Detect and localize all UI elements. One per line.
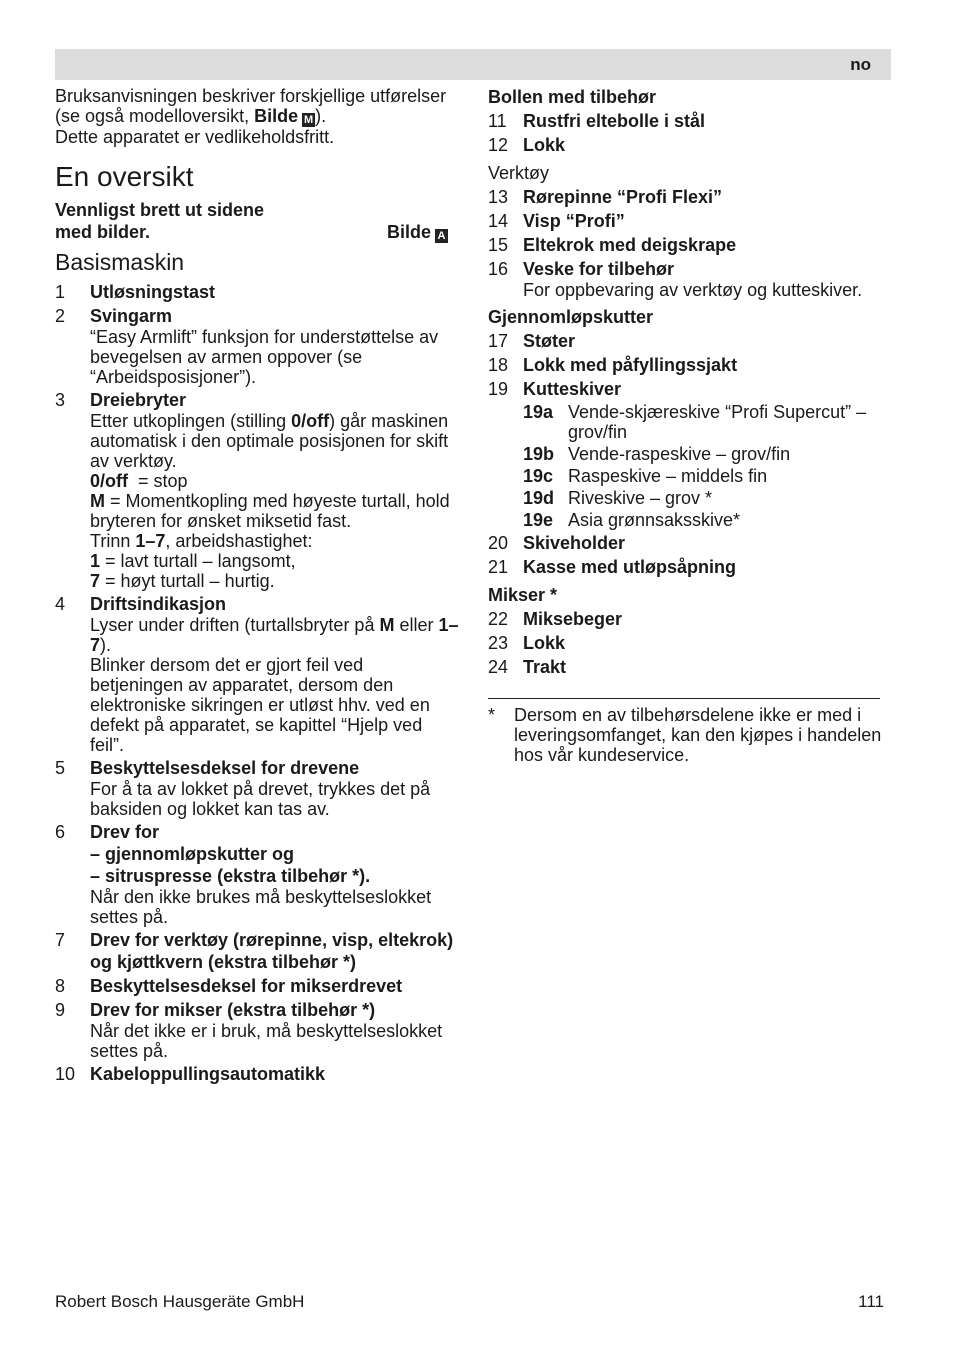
item-number: 19 xyxy=(488,379,509,399)
section-title-basismaskin: Basismaskin xyxy=(55,249,185,275)
list-item xyxy=(55,975,460,997)
item-label: Beskyttelsesdeksel for mikserdrevet xyxy=(90,976,403,996)
item-label: Lokk med påfyllingssjakt xyxy=(523,355,738,375)
right-column xyxy=(488,86,888,765)
intro-line: Bruksanvisningen beskriver forskjellige utførelser (se også modelloversikt, xyxy=(55,86,447,126)
list-item xyxy=(488,656,888,678)
sub-item-number: 19b xyxy=(523,444,555,464)
text: Etter utkoplingen (stilling xyxy=(90,411,292,431)
item-number: 7 xyxy=(55,930,66,950)
fold-bilde: Bilde xyxy=(386,222,431,242)
item-number: 2 xyxy=(55,306,66,326)
sub-list-item xyxy=(523,488,888,508)
page-number: 111 xyxy=(858,1292,884,1311)
item-description: Når den ikke brukes må beskyttelseslokket settes på. xyxy=(90,887,432,927)
sub-item-number: 19c xyxy=(523,466,554,486)
item-label: Rørepinne “Profi Flexi” xyxy=(523,187,723,207)
item-number: 10 xyxy=(55,1064,76,1084)
item-label: Kasse med utløpsåpning xyxy=(523,557,737,577)
text: Drev for xyxy=(90,822,160,842)
text: eller xyxy=(394,615,439,635)
fold-instruction xyxy=(55,199,460,243)
list-item xyxy=(55,389,460,411)
list-item xyxy=(488,110,888,132)
item-label xyxy=(90,821,370,887)
item-description: For oppbevaring av verktøy og kutteskiver. xyxy=(523,280,863,300)
sub-item-number: 19a xyxy=(523,402,554,422)
intro-text xyxy=(55,86,460,147)
list-item xyxy=(488,134,888,156)
item-label: Visp “Profi” xyxy=(523,211,625,231)
item-label: Rustfri eltebolle i stål xyxy=(523,111,706,131)
list-item xyxy=(488,186,888,208)
list-item xyxy=(488,632,888,654)
item-label: Lokk xyxy=(523,135,566,155)
list-item xyxy=(55,757,460,779)
item-label: Drev for verktøy (rørepinne, visp, eltekrok) og kjøttkvern (ekstra tilbehør *) xyxy=(90,930,454,972)
list-item xyxy=(488,532,888,554)
item-number: 4 xyxy=(55,594,66,614)
item-label: Utløsningstast xyxy=(90,282,216,302)
item-number: 6 xyxy=(55,822,66,842)
section-bowl: Bollen med tilbehør xyxy=(488,87,657,107)
item-label: Eltekrok med deigskrape xyxy=(523,235,737,255)
footnote-divider xyxy=(488,698,880,699)
list-item xyxy=(55,593,460,615)
text: ) går maskinen automatisk i den optimale posisjonen for skift av verktøy. xyxy=(90,411,449,471)
language-code: no xyxy=(850,55,871,74)
fold-figure-ref xyxy=(387,221,448,243)
list-item xyxy=(488,258,888,280)
text: = høyt turtall – hurtig. xyxy=(100,571,275,591)
header-bar xyxy=(55,49,891,80)
figure-m-icon: M xyxy=(304,114,314,126)
sub-item-number: 19d xyxy=(523,488,555,508)
footnote xyxy=(488,705,888,765)
page-title: En oversikt xyxy=(55,161,194,192)
item-number: 1 xyxy=(55,282,66,302)
figure-a-icon: A xyxy=(435,229,448,243)
text-bold: M xyxy=(379,615,395,635)
list-item xyxy=(488,556,888,578)
text: = stop xyxy=(128,471,188,491)
item-label: Miksebeger xyxy=(523,609,623,629)
list-item xyxy=(488,210,888,232)
list-item xyxy=(488,234,888,256)
text-bold: 0/off xyxy=(291,411,330,431)
list-item xyxy=(488,608,888,630)
item-label: Kabeloppullingsautomatikk xyxy=(90,1064,326,1084)
item-label: Trakt xyxy=(523,657,567,677)
item-number: 21 xyxy=(488,557,509,577)
section-tools: Verktøy xyxy=(488,163,550,183)
text-bold: 1–7 xyxy=(90,615,459,655)
item-label: Beskyttelsesdeksel for drevene xyxy=(90,758,360,778)
list-item xyxy=(488,354,888,376)
fold-line2: med bilder. xyxy=(55,222,151,242)
list-item xyxy=(55,1063,460,1085)
item-number: 22 xyxy=(488,609,509,629)
intro-end: ). xyxy=(315,106,327,126)
text: Lyser under driften (turtallsbryter på xyxy=(90,615,380,635)
text-bold: M xyxy=(90,491,105,511)
item-label: Kutteskiver xyxy=(523,379,622,399)
section-slicer: Gjennomløpskutter xyxy=(488,307,654,327)
list-item xyxy=(55,821,460,887)
item-description xyxy=(90,615,460,755)
sub-item-text: Raspeskive – middels fin xyxy=(568,466,768,486)
item-description xyxy=(90,411,460,591)
text: ). xyxy=(100,635,112,655)
left-column xyxy=(55,86,460,1085)
item-number: 16 xyxy=(488,259,509,279)
item-number: 8 xyxy=(55,976,66,996)
footnote-text: Dersom en av tilbehørsdelene ikke er med i leveringsomfanget, kan den kjøpes i handelen hos vår kundeservice. xyxy=(514,705,882,765)
item-number: 5 xyxy=(55,758,66,778)
text: – gjennomløpskutter og xyxy=(90,844,295,864)
item-label: Støter xyxy=(523,331,576,351)
text: = lavt turtall – langsomt, xyxy=(100,551,296,571)
item-number: 24 xyxy=(488,657,509,677)
list-item xyxy=(55,281,460,303)
item-description: “Easy Armlift” funksjon for understøttelse av bevegelsen av armen oppover (se “Arbeidsposisjoner”). xyxy=(90,327,439,387)
text: Blinker dersom det er gjort feil ved betjeningen av apparatet, dersom den elektroniske sikringen er utløst hhv. ved en defekt på apparatet, se kapittel “Hjelp ved feil”. xyxy=(90,655,430,755)
list-item xyxy=(488,330,888,352)
maintenance-note: Dette apparatet er vedlikeholdsfritt. xyxy=(55,127,335,147)
sub-item-number: 19e xyxy=(523,510,554,530)
text: – sitruspresse (ekstra tilbehør *). xyxy=(90,866,371,886)
item-number: 23 xyxy=(488,633,509,653)
item-label: Veske for tilbehør xyxy=(523,259,675,279)
item-label: Skiveholder xyxy=(523,533,626,553)
item-number: 13 xyxy=(488,187,509,207)
fold-line1: Vennligst brett ut sidene xyxy=(55,200,265,220)
sub-item-text: Riveskive – grov * xyxy=(568,488,713,508)
section-mixer: Mikser * xyxy=(488,585,558,605)
item-label: Dreiebryter xyxy=(90,390,187,410)
text-bold: 7 xyxy=(90,571,101,591)
sub-list-item xyxy=(523,444,888,464)
text: = Momentkopling med høyeste turtall, hold bryteren for ønsket miksetid fast. xyxy=(90,491,450,531)
text-bold: 0/off xyxy=(90,471,128,491)
item-number: 12 xyxy=(488,135,509,155)
item-label: Lokk xyxy=(523,633,566,653)
list-item xyxy=(55,929,460,973)
item-number: 3 xyxy=(55,390,66,410)
footer-company: Robert Bosch Hausgeräte GmbH xyxy=(55,1292,305,1311)
text: , arbeidshastighet: xyxy=(165,531,313,551)
intro-bilde: Bilde xyxy=(254,106,299,126)
item-description: Når det ikke er i bruk, må beskyttelseslokket settes på. xyxy=(90,1021,443,1061)
sub-list-item xyxy=(523,466,888,486)
list-item xyxy=(55,305,460,327)
sub-item-text: Asia grønnsaksskive* xyxy=(568,510,741,530)
item-number: 14 xyxy=(488,211,509,231)
item-number: 11 xyxy=(488,111,507,131)
text: Trinn xyxy=(90,531,136,551)
item-description: For å ta av lokket på drevet, trykkes det på baksiden og lokket kan tas av. xyxy=(90,779,431,819)
sub-list-item xyxy=(523,402,888,442)
sub-item-text: Vende-skjæreskive “Profi Supercut” – grov/fin xyxy=(568,402,867,442)
sub-list-item xyxy=(523,510,888,530)
footnote-marker: * xyxy=(488,705,496,725)
text-bold: 1 xyxy=(90,551,101,571)
list-item xyxy=(55,999,460,1021)
item-number: 20 xyxy=(488,533,509,553)
item-number: 18 xyxy=(488,355,509,375)
list-item xyxy=(488,378,888,400)
sub-item-text: Vende-raspeskive – grov/fin xyxy=(568,444,791,464)
item-label: Svingarm xyxy=(90,306,173,326)
item-number: 15 xyxy=(488,235,509,255)
item-number: 17 xyxy=(488,331,509,351)
text-bold: 1–7 xyxy=(135,531,166,551)
item-number: 9 xyxy=(55,1000,66,1020)
item-label: Driftsindikasjon xyxy=(90,594,227,614)
item-label: Drev for mikser (ekstra tilbehør *) xyxy=(90,1000,376,1020)
